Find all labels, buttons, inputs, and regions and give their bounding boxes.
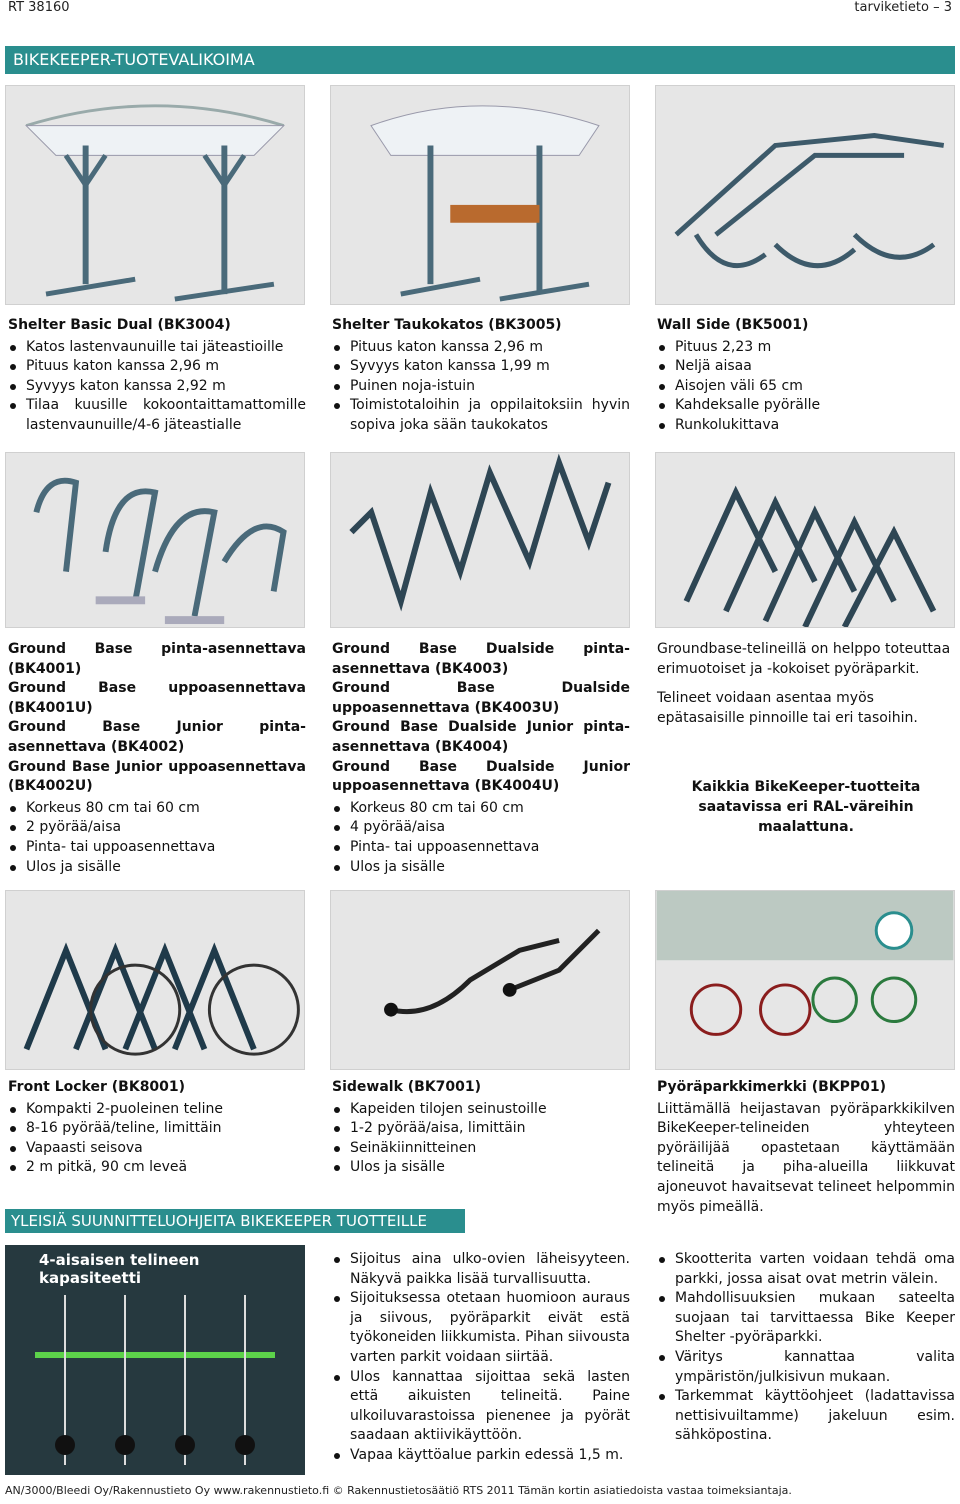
list-item: Pinta- tai uppoasennettava bbox=[332, 838, 630, 858]
list-item: Pinta- tai uppoasennettava bbox=[8, 838, 306, 858]
list-item: Puinen noja-istuin bbox=[332, 377, 630, 397]
product-parking-sign bbox=[657, 1078, 955, 1227]
footer: AN/3000/Bleedi Oy/Rakennustieto Oy www.rakennustieto.fi © Rakennustietosäätiö RTS 2011 Tämän kortin asiatiedoista vastaa toimeksiantaja. bbox=[5, 1484, 792, 1497]
list-item: Kompakti 2-puoleinen teline bbox=[8, 1100, 306, 1120]
list-item: Väritys kannattaa valita ympäristön/julkisivun mukaan. bbox=[657, 1348, 955, 1387]
capacity-image bbox=[5, 1245, 305, 1475]
info-paragraph: Telineet voidaan asentaa myös epätasaisille pinnoille tai eri tasoihin. bbox=[657, 690, 918, 726]
page-label: tarviketieto – 3 bbox=[854, 0, 952, 15]
product-ground-base-dualside bbox=[332, 640, 630, 877]
list-item: 4 pyörää/aisa bbox=[332, 818, 630, 838]
ground-base-parking-image bbox=[655, 452, 955, 628]
product-title: Ground Base Dualside Junior pinta-asennettava (BK4004) bbox=[332, 719, 630, 755]
list-item: Neljä aisaa bbox=[657, 357, 955, 377]
list-item: Korkeus 80 cm tai 60 cm bbox=[8, 799, 306, 819]
groundbase-info bbox=[657, 640, 955, 847]
list-item: Vapaa käyttöalue parkin edessä 1,5 m. bbox=[332, 1446, 630, 1466]
list-item: Pituus katon kanssa 2,96 m bbox=[8, 357, 306, 377]
product-shelter-taukokatos bbox=[332, 316, 630, 436]
product-title: Ground Base Dualside pinta-asennettava (BK4003) bbox=[332, 641, 630, 677]
list-item: Katos lastenvaunuille tai jäteastioille bbox=[8, 338, 306, 358]
list-item: Ulos ja sisälle bbox=[332, 858, 630, 878]
product-title: Ground Base pinta-asennettava (BK4001) bbox=[8, 641, 306, 677]
ral-highlight: Kaikkia BikeKeeper-tuotteita saatavissa eri RAL-väreihin maalattuna. bbox=[691, 779, 921, 835]
list-item: Pituus 2,23 m bbox=[657, 338, 955, 358]
product-title: Front Locker (BK8001) bbox=[8, 1079, 186, 1095]
list-item: Syvyys katon kanssa 1,99 m bbox=[332, 357, 630, 377]
guidelines-middle bbox=[332, 1250, 630, 1466]
shelter-taukokatos-image bbox=[330, 85, 630, 305]
list-item: 1-2 pyörää/aisa, limittäin bbox=[332, 1119, 630, 1139]
product-title: Ground Base Dualside uppoasennettava (BK4003U) bbox=[332, 680, 630, 716]
list-item: 2 m pitkä, 90 cm leveä bbox=[8, 1158, 306, 1178]
product-ground-base bbox=[8, 640, 306, 877]
product-title: Pyöräparkkimerkki (BKPP01) bbox=[657, 1079, 887, 1095]
product-title: Shelter Taukokatos (BK3005) bbox=[332, 317, 562, 333]
list-item: Kapeiden tilojen seinustoille bbox=[332, 1100, 630, 1120]
list-item: Korkeus 80 cm tai 60 cm bbox=[332, 799, 630, 819]
sidewalk-image bbox=[330, 890, 630, 1070]
list-item: Aisojen väli 65 cm bbox=[657, 377, 955, 397]
list-item: Runkolukittava bbox=[657, 416, 955, 436]
product-title: Sidewalk (BK7001) bbox=[332, 1079, 482, 1095]
product-sidewalk bbox=[332, 1078, 630, 1178]
product-title: Ground Base Junior uppoasennettava (BK4002U) bbox=[8, 758, 306, 795]
list-item: Kahdeksalle pyörälle bbox=[657, 396, 955, 416]
list-item: Ulos ja sisälle bbox=[332, 1158, 630, 1178]
list-item: Ulos kannattaa sijoittaa sekä lasten että aikuisten telineitä. Paine ulkoiluvarastoissa pienenee ja pyörät saadaan aktiivikäyttöön. bbox=[332, 1368, 630, 1446]
section-banner: BIKEKEEPER-TUOTEVALIKOIMA bbox=[5, 46, 955, 74]
list-item: Sijoitus aina ulko-ovien läheisyyteen. Näkyvä paikka lisää turvallisuutta. bbox=[332, 1250, 630, 1289]
product-description: Liittämällä heijastavan pyöräparkkikilven BikeKeeper-telineiden yhteyteen pyöräilijää opastetaan käyttämään telineitä ja piha-alueilla liikkuvat ajoneuvot havaitsevat telineet helpommin myös pimeällä. bbox=[657, 1100, 955, 1215]
list-item: Vapaasti seisova bbox=[8, 1139, 306, 1159]
guidelines-banner: YLEISIÄ SUUNNITTELUOHJEITA BIKEKEEPER TUOTTEILLE bbox=[5, 1209, 465, 1233]
list-item: Skootterita varten voidaan tehdä oma parkki, jossa aisat ovat metrin välein. bbox=[657, 1250, 955, 1289]
list-item: Sijoituksessa otetaan huomioon auraus ja siivous, pyöräparkit eivät estä työkoneiden liikkumista. Pihan siivousta varten parkit voidaan siirtää. bbox=[332, 1289, 630, 1367]
wall-side-image bbox=[655, 85, 955, 305]
product-wall-side bbox=[657, 316, 955, 436]
list-item: Syvyys katon kanssa 2,92 m bbox=[8, 377, 306, 397]
product-shelter-basic-dual bbox=[8, 316, 306, 436]
list-item: Pituus katon kanssa 2,96 m bbox=[332, 338, 630, 358]
list-item: 2 pyörää/aisa bbox=[8, 818, 306, 838]
product-title: Ground Base uppoasennettava (BK4001U) bbox=[8, 680, 306, 716]
list-item: Ulos ja sisälle bbox=[8, 858, 306, 878]
ground-base-dualside-image bbox=[330, 452, 630, 628]
guidelines-right bbox=[657, 1250, 955, 1446]
product-front-locker bbox=[8, 1078, 306, 1178]
parking-sign-image bbox=[655, 890, 955, 1070]
product-title: Wall Side (BK5001) bbox=[657, 317, 809, 333]
product-title: Ground Base Junior pinta-asennettava (BK4002) bbox=[8, 719, 306, 755]
list-item: Tarkemmat käyttöohjeet (ladattavissa nettisivuiltamme) jakeluun esim. sähköpostina. bbox=[657, 1387, 955, 1446]
product-title: Shelter Basic Dual (BK3004) bbox=[8, 317, 231, 333]
list-item: 8-16 pyörää/teline, limittäin bbox=[8, 1119, 306, 1139]
info-paragraph: Groundbase-telineillä on helppo toteuttaa erimuotoiset ja -kokoiset pyöräparkit. bbox=[657, 641, 951, 677]
front-locker-image bbox=[5, 890, 305, 1070]
list-item: Toimistotaloihin ja oppilaitoksiin hyvin sopiva joka sään taukokatos bbox=[332, 396, 630, 435]
capacity-label: 4-aisaisen telineen kapasiteetti bbox=[39, 1251, 200, 1287]
product-title: Ground Base Dualside Junior uppoasennettava (BK4004U) bbox=[332, 758, 630, 795]
list-item: Mahdollisuuksien mukaan sateelta suojaan tai tarvittaessa Bike Keeper Shelter -pyöräparkki. bbox=[657, 1289, 955, 1348]
list-item: Tilaa kuusille kokoontaittamattomille lastenvaunuille/4-6 jäteastialle bbox=[8, 396, 306, 435]
doc-code: RT 38160 bbox=[8, 0, 70, 15]
ground-base-image bbox=[5, 452, 305, 628]
list-item: Seinäkiinnitteinen bbox=[332, 1139, 630, 1159]
shelter-basic-dual-image bbox=[5, 85, 305, 305]
